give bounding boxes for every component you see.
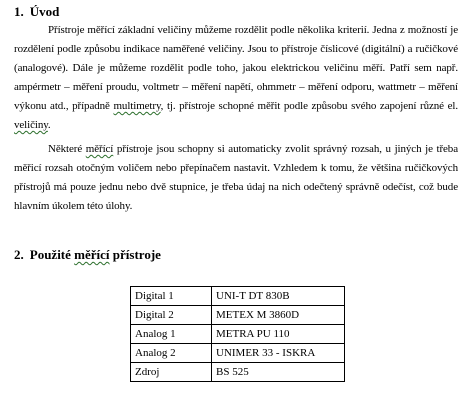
instrument-label: Analog 1 (131, 325, 212, 344)
intro-p1-text-b: , tj. přístroje schopné měřit podle způsobu svého zapojení různé el. (160, 100, 458, 112)
instrument-label: Digital 1 (131, 287, 212, 306)
intro-p1-text-c: . (47, 119, 51, 131)
section-2-number: 2. (14, 247, 24, 262)
table-row (131, 363, 345, 382)
table-row (131, 344, 345, 363)
instrument-label: Analog 2 (131, 344, 212, 363)
table-row (131, 325, 345, 344)
section-2-heading (14, 248, 161, 262)
section-2-title-post: přístroje (109, 247, 161, 262)
instrument-label: Digital 2 (131, 306, 212, 325)
instrument-model: UNI-T DT 830B (212, 287, 345, 306)
intro-paragraph-2 (14, 140, 458, 216)
section-2-title-spell: měřící (74, 247, 110, 262)
spell-flag-merici: měřící (85, 143, 114, 155)
intro-p2-text-a: Některé (48, 143, 86, 155)
section-1-heading (14, 5, 59, 19)
instrument-label: Zdroj (131, 363, 212, 382)
intro-p1-text-a: Přístroje měřící základní veličiny můžeme rozdělit podle několika kriterií. Jedna z možností je rozdělení podle způsobu indikace naměřené veličiny. Jsou to přístroje číslicové (digitální) a ručičkové (analogové). Dále je můžeme rozdělit podle toho, jakou elektrickou veličinu měří. Patří sem např. ampérmetr – měření proudu, voltmetr – měření napětí, ohmmetr – měření odporu, wattmetr – měření výkonu atd., případně (14, 24, 458, 112)
instrument-model: UNIMER 33 - ISKRA (212, 344, 345, 363)
intro-p2-text-b: přístroje jsou schopny si automaticky zvolit správný rozsah, u jiných je třeba měřicí rozsah otočným voličem nebo přepínačem nastavit. Vzhledem k tomu, že většina ručičkových přístrojů má pouze jednu nebo dvě stupnice, je třeba údaj na nich odečtený správně odečíst, což bude hlavním úkolem této úlohy. (14, 143, 458, 212)
instrument-model: METEX M 3860D (212, 306, 345, 325)
intro-paragraph-1 (14, 21, 458, 135)
table-row (131, 287, 345, 306)
instrument-model: BS 525 (212, 363, 345, 382)
instruments-table (130, 286, 345, 382)
spell-flag-veliciny: veličiny (14, 119, 48, 131)
section-2-title-pre: Použité (29, 247, 75, 262)
instrument-model: METRA PU 110 (212, 325, 345, 344)
table-row (131, 306, 345, 325)
spell-flag-multimetry: multimetry (113, 100, 161, 112)
section-1-title: Úvod (29, 4, 60, 19)
section-1-number: 1. (14, 4, 24, 19)
